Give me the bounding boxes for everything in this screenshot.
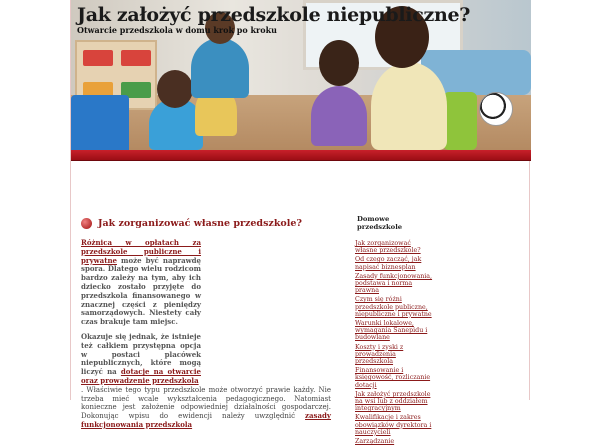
header-photo-chair: [71, 95, 129, 150]
site-subtitle: Otwarcie przedszkola w domu krok po kroku: [77, 25, 277, 35]
shelf-bin: [83, 50, 113, 66]
shelf-bin: [121, 50, 151, 66]
header-photo-child-head: [319, 40, 359, 86]
sidebar-link[interactable]: Kwalifikacje i zakres obowiązków dyrektora i nauczycieli: [355, 414, 432, 436]
link-zasady-funkcjonowania[interactable]: zasady funkcjonowania przedszkola: [81, 411, 331, 429]
post-paragraph-2-cont: [81, 386, 331, 430]
sidebar-item: [355, 273, 435, 295]
post-paragraph-2: [81, 333, 201, 386]
page-container: [70, 0, 530, 446]
link-dotacje-na-otwarcie[interactable]: dotacje na otwarcie oraz prowadzenie przedszkola: [81, 367, 201, 385]
sidebar-link[interactable]: Zarządzanie: [355, 438, 395, 446]
header-photo-adult: [191, 38, 249, 98]
sidebar-item: [355, 320, 435, 342]
post-paragraph-2-text-a: Okazuje się jednak, że istnieje też całkiem przystępna opcja w postaci placówek niepublicznych, które mogą liczyć na: [81, 331, 201, 377]
sidebar-link[interactable]: Jak zorganizować własne przedszkole?: [355, 240, 421, 255]
sidebar-link[interactable]: Koszty i zyski z prowadzenia przedszkola: [355, 343, 404, 366]
post-paragraph-1-text: może być naprawdę spora. Dlatego wielu rodzicom bardzo zależy na tym, aby ich dziecko zostało przyjęte do przedszkola finansowanego w znacznej części z pieniędzy samorządowych. Niestety cały czas brakuje tam miejsc.: [81, 255, 201, 327]
red-bullet-icon: [81, 218, 92, 229]
sidebar-item: [355, 414, 435, 436]
sidebar-link[interactable]: Zasady funkcjonowania, podstawa i norma prawna: [355, 272, 433, 295]
sidebar-item: [355, 367, 435, 389]
sidebar-list: [355, 240, 435, 445]
header-photo-teacher: [371, 62, 447, 150]
sidebar-link[interactable]: Od czego zacząć, jak napisać biznesplan: [355, 256, 422, 271]
main-content: [81, 218, 331, 436]
sidebar-title: Domowe przedszkole: [357, 215, 403, 231]
header-red-bar: [71, 150, 531, 161]
soccer-ball-icon: [479, 92, 513, 126]
sidebar-link[interactable]: Finansowanie i księgowość, rozliczanie dotacji: [355, 367, 431, 389]
sidebar-link[interactable]: Czym się różni przedszkole publiczne, niepubliczne i prywatne: [355, 296, 432, 318]
sidebar-item: [355, 344, 435, 366]
header-photo-child-head: [157, 70, 193, 108]
post-paragraph-2-text-b: . Właściwie tego typu przedszkole może otworzyć prawie każdy. Nie trzeba mieć wcale wykształcenia pedagogicznego. Natomiast konieczne jest założenie odpowiedniej działalności gospodarczej. Dokonując wpisu do ewidencji należy uwzględnić: [81, 385, 331, 421]
sidebar-item: [355, 296, 435, 318]
site-title[interactable]: Jak założyć przedszkole niepubliczne?: [77, 4, 471, 26]
post-paragraph-1: [81, 239, 201, 327]
sidebar-item: [355, 240, 435, 254]
sidebar-item: [355, 438, 435, 445]
post-title: [81, 218, 331, 229]
header-banner: [71, 0, 531, 150]
sidebar-item: [355, 256, 435, 270]
sidebar: [355, 215, 435, 447]
sidebar-item: [355, 391, 435, 413]
link-roznica-w-oplatach[interactable]: Różnica w opłatach za przedszkole publiczne i prywatne: [81, 238, 201, 265]
sidebar-link[interactable]: Warunki lokalowe, wymagania Sanepidu i budowlane: [355, 320, 428, 342]
header-photo-child: [311, 86, 367, 146]
header-photo-chair: [443, 92, 477, 150]
post-title-text: Jak zorganizować własne przedszkole?: [98, 218, 302, 229]
sidebar-link[interactable]: Jak założyć przedszkole na wsi lub z oddziałem integracyjnym: [355, 390, 431, 413]
